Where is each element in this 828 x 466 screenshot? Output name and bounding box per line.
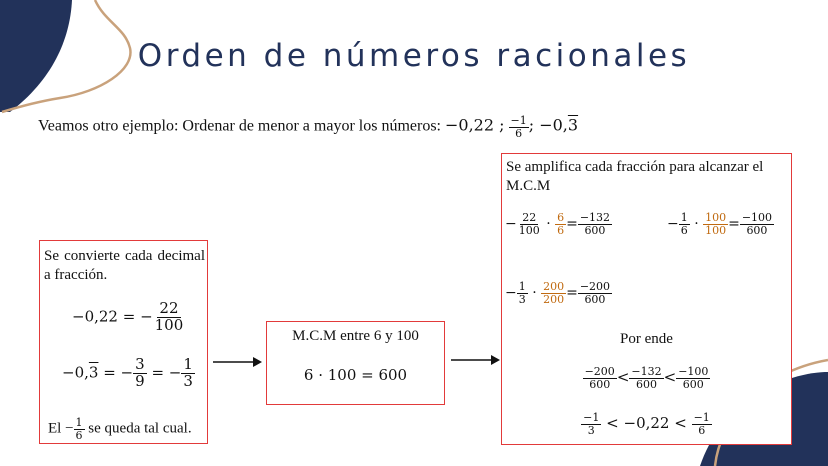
numerator: −1 — [510, 114, 527, 127]
minus-sign: − — [505, 216, 517, 233]
denominator: 3 — [518, 292, 526, 306]
numerator: −200 — [584, 365, 615, 378]
denominator: 3 — [183, 371, 193, 390]
denominator: 9 — [135, 371, 145, 390]
repeating-digit: 3 — [88, 363, 99, 382]
denominator: 600 — [682, 377, 704, 391]
fraction — [517, 212, 542, 236]
numerator: −132 — [579, 211, 611, 224]
denominator: 100 — [705, 223, 727, 237]
equals-sign: = — [728, 216, 740, 233]
numerator: 1 — [680, 211, 688, 224]
fraction — [153, 301, 186, 334]
fraction — [74, 417, 85, 441]
numerator: 1 — [518, 280, 526, 293]
numerator: −132 — [631, 365, 662, 378]
conversion-equation-2 — [62, 357, 195, 390]
lcm-box — [266, 321, 445, 405]
footer-text: se queda tal cual. — [84, 420, 192, 437]
order-fractions-600 — [502, 366, 791, 390]
fraction — [133, 357, 147, 390]
conclusion-label: Por ende — [620, 331, 673, 347]
denominator: 100 — [518, 223, 540, 237]
amplification-box — [501, 153, 792, 445]
fraction — [181, 357, 195, 390]
fraction — [581, 412, 601, 436]
numerator: −100 — [678, 365, 709, 378]
fraction — [740, 212, 774, 236]
equals-sign: = − — [146, 363, 182, 382]
fraction — [517, 281, 528, 305]
equals-sign: = — [566, 285, 578, 302]
conversion-equation-1 — [72, 301, 185, 334]
denominator: 6 — [680, 223, 688, 237]
fraction — [629, 366, 663, 390]
denominator: 200 — [543, 292, 565, 306]
numerator: −1 — [693, 411, 710, 424]
order-original-numbers — [502, 412, 791, 436]
denominator: 6 — [698, 423, 706, 437]
intro-fraction — [509, 115, 529, 139]
numerator: −100 — [741, 211, 773, 224]
page-title: Orden de números racionales — [137, 38, 691, 74]
numerator: 200 — [543, 280, 565, 293]
repeating-digit: 3 — [567, 115, 579, 135]
numerator: 6 — [557, 211, 565, 224]
numerator: −200 — [579, 280, 611, 293]
denominator: 600 — [584, 292, 606, 306]
lcm-heading: M.C.M entre 6 y 100 — [292, 328, 419, 344]
numerator: −1 — [583, 411, 600, 424]
minus-sign: − — [667, 216, 679, 233]
arrow-right-icon — [451, 354, 501, 366]
fraction — [676, 366, 710, 390]
equation-lhs: −0, — [62, 363, 89, 382]
intro-number-3: −0, — [539, 115, 568, 135]
dot-operator: · — [546, 216, 551, 233]
amplification-b — [667, 212, 774, 236]
intro-number-1: −0,22 — [445, 115, 495, 135]
numerator: 22 — [159, 299, 179, 317]
fraction — [555, 212, 566, 236]
denominator: 3 — [587, 423, 595, 437]
conversion-box — [39, 240, 208, 444]
fraction — [583, 366, 617, 390]
minus-sign: − — [505, 285, 517, 302]
dot-operator: · — [532, 285, 537, 302]
fraction — [578, 281, 612, 305]
arrow-right-icon — [213, 356, 263, 368]
intro-label: Veamos otro ejemplo: Ordenar de menor a mayor los números: — [38, 117, 445, 135]
separator: ; — [528, 115, 540, 135]
amplification-c — [505, 281, 612, 305]
amplification-a — [505, 212, 612, 236]
inequality-middle: < −0,22 < — [606, 414, 687, 433]
denominator: 6 — [75, 428, 83, 442]
denominator: 600 — [589, 377, 611, 391]
denominator: 6 — [515, 126, 523, 140]
fraction — [578, 212, 612, 236]
denominator: 600 — [584, 223, 606, 237]
footer-text: El − — [48, 420, 74, 437]
less-than-sign: < — [616, 368, 630, 387]
numerator: 1 — [183, 355, 193, 373]
denominator: 600 — [746, 223, 768, 237]
numerator: 22 — [522, 211, 537, 224]
dot-operator: · — [694, 216, 699, 233]
fraction — [703, 212, 728, 236]
denominator: 100 — [154, 315, 184, 334]
equation-lhs: −0,22 = − — [72, 307, 153, 326]
equals-sign: = — [566, 216, 578, 233]
conversion-heading: Se convierte cada decimal a fracción. — [44, 248, 205, 283]
denominator: 6 — [557, 223, 565, 237]
numerator: 1 — [75, 416, 83, 429]
denominator: 600 — [636, 377, 657, 391]
fraction — [692, 412, 712, 436]
conversion-footer — [48, 417, 192, 441]
lcm-equation: 6 · 100 = 600 — [303, 366, 408, 384]
amplification-heading: Se amplifica cada fracción para alcanzar el M.C.M — [506, 159, 764, 194]
intro-text — [38, 115, 578, 139]
numerator: 100 — [705, 211, 727, 224]
less-than-sign: < — [663, 368, 677, 387]
equals-sign: = − — [98, 363, 134, 382]
separator: ; — [494, 115, 505, 135]
numerator: 3 — [135, 355, 145, 373]
fraction — [679, 212, 690, 236]
fraction — [541, 281, 566, 305]
